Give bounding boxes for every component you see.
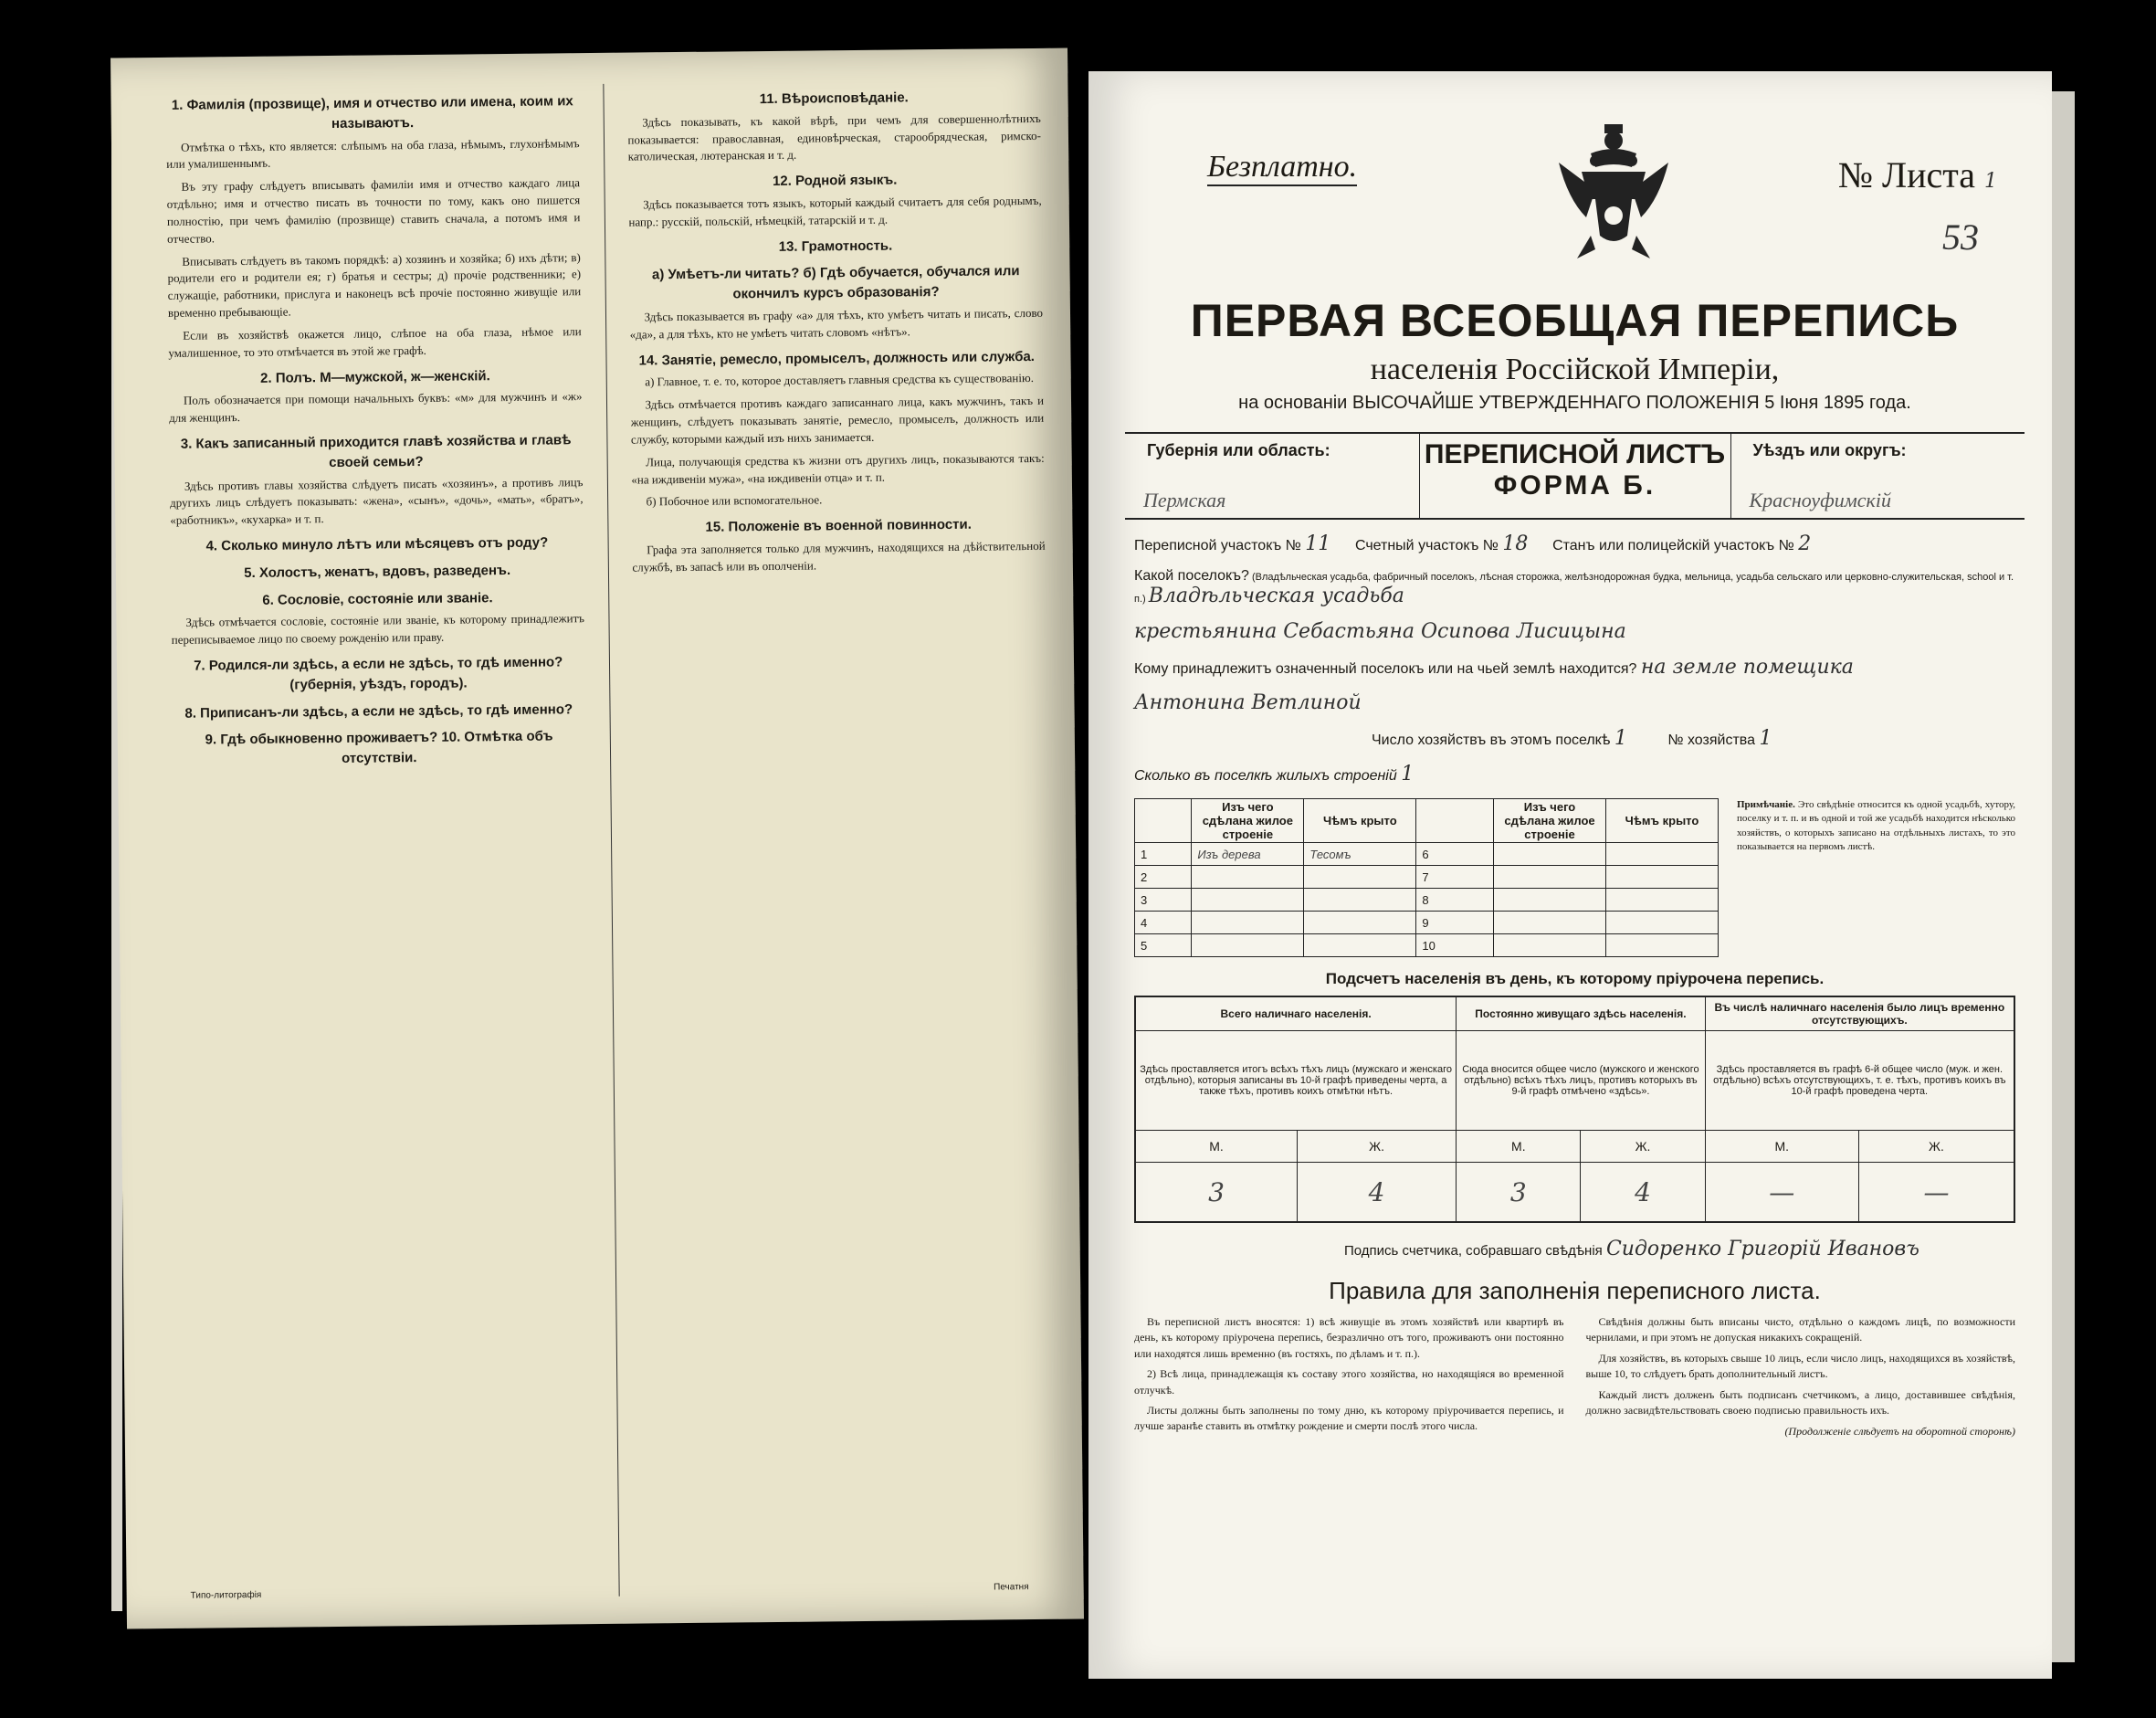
dwelling-cell (1304, 889, 1416, 912)
dwelling-row-number: 3 (1135, 889, 1192, 912)
section-heading: 13. Грамотность. (778, 237, 893, 255)
section-heading: 14. Занятіе, ремесло, промыселъ, должность или служба. (638, 348, 1036, 369)
rules-paragraph: Въ переписной листъ вносятся: 1) всѣ живущіе въ этомъ хозяйствѣ или квартирѣ въ день, къ которому пріурочена перепись, безразлично отъ того, проживаютъ они постоянно или находятся лишь временно (въ гостяхъ, по дѣламъ и т. п.). (1134, 1315, 1564, 1360)
count-value: 3 (1135, 1163, 1297, 1223)
schetny-label: Счетный участокъ № (1354, 538, 1499, 553)
section-paragraph: Здѣсь отмѣчается сословіе, состояніе или званіе, къ которому принадлежитъ переписываемое лицо по своему рожденію или праву. (171, 611, 585, 648)
rules-title: Правила для заполненія переписного листа. (1329, 1277, 1821, 1304)
count-desc-total: Здѣсь проставляется итогъ всѣхъ тѣхъ лицъ (мужскаго и женскаго отдѣльно), которыя записаны въ 10-й графѣ приведены черта, а также тѣхъ, противъ коихъ отмѣтки нѣтъ. (1135, 1031, 1457, 1131)
signature-label: Подпись счетчика, собравшаго свѣдѣнія (1344, 1243, 1603, 1259)
dwelling-row-number: 7 (1416, 866, 1494, 889)
dwelling-row-number: 1 (1135, 843, 1192, 866)
stroeniy-value: 1 (1401, 763, 1415, 785)
count-value: 4 (1297, 1163, 1456, 1223)
handwritten-page-number: 53 (1942, 216, 1979, 258)
dwelling-cell (1606, 866, 1719, 889)
dwelling-cell (1606, 843, 1719, 866)
uezd-value: Красноуфимскій (1749, 489, 1891, 511)
sheet-number-label: № Листа (1837, 154, 1975, 195)
hozyaistv-line (1134, 727, 2015, 750)
section-heading: 9. Гдѣ обыкновенно проживаетъ? 10. Отмѣтка объ отсутствіи. (205, 728, 553, 766)
dwelling-row-number: 8 (1416, 889, 1494, 912)
rules-paragraph: Для хозяйствъ, въ которыхъ свыше 10 лицъ, если число лицъ, находящихся въ хозяйствѣ, выше 10, то слѣдуетъ брать дополнительный листъ. (1585, 1351, 2015, 1381)
section-heading: 11. Вѣроисповѣданіе. (759, 90, 909, 108)
sheet-number (1838, 153, 1997, 196)
free-label: Безплатно. (1207, 150, 1357, 186)
stroeniy-label: Сколько въ поселкѣ жилыхъ строеній (1134, 768, 1397, 784)
sheet-number-value: 1 (1984, 170, 1997, 193)
section-heading: 15. Положеніе въ военной повинности. (705, 517, 972, 536)
hoz-no-value: 1 (1759, 727, 1772, 750)
dwelling-row-number: 2 (1135, 866, 1192, 889)
dwelling-cell (1494, 843, 1606, 866)
poselok-hint: (Владѣльческая усадьба, фабричный поселокъ, лѣсная сторожка, желѣзнодорожная будка, мельница, усадьба сельскаго или церковно-служительская, school и т. п.) (1134, 572, 2014, 605)
rules-text (1134, 1314, 2015, 1440)
section-paragraph: Здѣсь показывается тотъ языкъ, который каждый считаетъ для себя роднымъ, напр.: русскій, польскій, нѣмецкій, татарскій и т. д. (628, 193, 1042, 229)
section-heading: 7. Родился-ли здѣсь, а если не здѣсь, то гдѣ именно? (губернія, уѣздъ, городъ). (194, 654, 563, 693)
count-m-2: М. (1457, 1131, 1581, 1163)
form-title: ПЕРЕПИСНОЙ ЛИСТЪ (1424, 439, 1726, 469)
dwelling-row (1135, 866, 1719, 889)
dwelling-cell (1304, 912, 1416, 934)
dwelling-row (1135, 889, 1719, 912)
poselok-label: Какой поселокъ? (1134, 568, 1249, 584)
count-desc-absent: Здѣсь проставляется въ графѣ 6-й общее число (муж. и жен. отдѣльно) всѣхъ отсутствующихъ, т. е. тѣхъ, противъ коихъ въ 10-й графѣ проведена черта. (1705, 1031, 2014, 1131)
section-heading: 12. Родной языкъ. (772, 172, 898, 190)
gubernia-label: Губернія или область: (1147, 441, 1330, 459)
section-heading: 6. Сословіе, состояніе или званіе. (262, 589, 493, 608)
uchastok-label: Переписной участокъ № (1134, 538, 1301, 553)
count-value: — (1858, 1163, 2014, 1223)
section-paragraph: Здѣсь отмѣчается противъ каждаго записаннаго лица, какъ мужчинъ, такъ и женщинъ, слѣдуетъ показывать занятіе, ремесло, промыселъ, должность или службу, которыми каждый изъ нихъ занимается. (630, 394, 1045, 447)
dwelling-row-number: 10 (1416, 934, 1494, 957)
schetny-value: 18 (1502, 532, 1529, 555)
count-table (1134, 996, 2015, 1223)
dwelling-row-number: 5 (1135, 934, 1192, 957)
dwelling-table (1134, 798, 1719, 957)
dwelling-cell (1494, 889, 1606, 912)
dwelling-cell (1606, 934, 1719, 957)
left-column-1 (165, 84, 594, 1601)
uchastok-line (1134, 532, 2015, 555)
dwelling-header-material-2: Изъ чего сдѣлана жилое строеніе (1494, 799, 1606, 843)
form-title-box (1420, 434, 1730, 518)
section-heading: 4. Сколько минуло лѣтъ или мѣсяцевъ отъ роду? (205, 534, 549, 554)
dwelling-cell (1304, 934, 1416, 957)
legal-basis: на основаніи ВЫСОЧАЙШЕ УТВЕРЖДЕННАГО ПОЛОЖЕНІЯ 5 Іюня 1895 года. (1238, 393, 1911, 413)
count-head-absent: Въ числѣ наличнаго населенія было лицъ временно отсутствующихъ. (1705, 996, 2014, 1031)
printer-imprint-2: Печатня (994, 1582, 1029, 1593)
section-paragraph: Полъ обозначается при помощи начальныхъ буквъ: «м» для мужчинъ и «ж» для женщинъ. (169, 389, 583, 426)
komu-line (1134, 656, 2015, 679)
page-stack-right (2051, 91, 2075, 1662)
imperial-eagle-icon (1554, 117, 1673, 272)
section-heading: 2. Полъ. М—мужской, ж—женскій. (260, 367, 490, 386)
dwelling-row-number: 4 (1135, 912, 1192, 934)
stan-label: Станъ или полицейскій участокъ № (1552, 538, 1794, 553)
uezd-label: Уѣздъ или округъ: (1752, 441, 1907, 459)
dwelling-note (1737, 798, 2015, 957)
dwelling-cell (1494, 934, 1606, 957)
dwelling-row (1135, 912, 1719, 934)
form-name: ФОРМА Б. (1493, 470, 1656, 501)
hozyaistv-value: 1 (1614, 727, 1627, 750)
dwelling-cell: Изъ дерева (1192, 843, 1304, 866)
count-m-3: М. (1705, 1131, 1858, 1163)
dwelling-header-roof: Чѣмъ крыто (1304, 799, 1416, 843)
count-head-permanent: Постоянно живущаго здѣсь населенія. (1457, 996, 1705, 1031)
count-value: — (1705, 1163, 1858, 1223)
rules-paragraph: Свѣдѣнія должны быть вписаны чисто, отдѣльно о каждомъ лицѣ, по возможности чернилами, и при этомъ не допуская никакихъ сокращеній. (1585, 1315, 2015, 1344)
dwelling-cell (1192, 889, 1304, 912)
dwelling-cell (1494, 912, 1606, 934)
dwelling-header-material: Изъ чего сдѣлана жилое строеніе (1192, 799, 1304, 843)
hozyaistv-label: Число хозяйствъ въ этомъ поселкѣ (1372, 733, 1611, 748)
komu-label: Кому принадлежитъ означенный поселокъ или на чьей землѣ находится? (1134, 661, 1637, 677)
rules-right-column (1586, 1314, 2016, 1440)
section-heading: 3. Какъ записанный приходится главѣ хозяйства и главѣ своей семьи? (180, 432, 572, 470)
poselok-line-2 (1134, 620, 2015, 643)
section-paragraph: Здѣсь показывается въ графу «а» для тѣхъ, кто умѣетъ читать и писать, слово «да», а для тѣхъ, кто не умѣетъ читать словомъ «нѣтъ». (629, 305, 1044, 342)
stan-value: 2 (1798, 532, 1812, 555)
dwelling-row (1135, 934, 1719, 957)
form-header-box (1125, 432, 2025, 520)
dwelling-header-roof-2: Чѣмъ крыто (1606, 799, 1719, 843)
section-heading: а) Умѣетъ-ли читать? б) Гдѣ обучается, обучался или окончилъ курсъ образованія? (651, 263, 1020, 302)
dwelling-cell (1606, 889, 1719, 912)
section-paragraph: Вписывать слѣдуетъ въ такомъ порядкѣ: а) хозяинъ и хозяйка; б) ихъ дѣти; в) родители его и родители ея; г) братья и сестры; д) прочіе родственники; е) служащіе, работники, прислуга и наконецъ всѣ прочіе постоянно живущіе или временно пребывающіе. (167, 249, 582, 320)
section-heading: 1. Фамилія (прозвище), имя и отчество или имена, коим их называютъ. (171, 93, 573, 132)
section-paragraph: Въ эту графу слѣдуетъ вписывать фамиліи имя и отчество каждаго лица отдѣльно; имя и отчество писать въ точности по тому, какъ оно пишется полностію, при чемъ фамилію (прозвище) ставить сначала, а потомъ имя и отчество. (166, 175, 581, 246)
left-page (110, 48, 1084, 1629)
section-paragraph: б) Побочное или вспомогательное. (646, 492, 823, 509)
count-title: Подсчетъ населенія въ день, къ которому пріурочена перепись. (1325, 970, 1825, 987)
count-zh-2: Ж. (1581, 1131, 1705, 1163)
rules-left-column (1134, 1314, 1564, 1440)
stroeniy-line (1134, 763, 2015, 785)
document-title: ПЕРВАЯ ВСЕОБЩАЯ ПЕРЕПИСЬ (1190, 295, 1960, 346)
section-paragraph: Здѣсь противъ главы хозяйства слѣдуетъ писать «хозяинъ», а противъ лицъ другихъ лицъ слѣдуетъ показывать: «жена», «сынъ», «дочь», «мать», «братъ», «работникъ», «кухарка» и т. п. (170, 474, 584, 528)
dwelling-table-area (1134, 798, 2015, 957)
poselok-line (1134, 568, 2015, 607)
hoz-no-label: № хозяйства (1667, 733, 1756, 748)
section-paragraph: Если въ хозяйствѣ окажется лицо, слѣпое на оба глаза, нѣмое или умалишенное, то это отмѣчается въ этой же графѣ. (168, 324, 582, 360)
section-paragraph: Отмѣтка о тѣхъ, кто является: слѣпымъ на оба глаза, нѣмымъ, глухонѣмымъ или умалишеннымъ. (166, 135, 580, 172)
count-m-1: М. (1135, 1131, 1297, 1163)
dwelling-row-number: 9 (1416, 912, 1494, 934)
printer-imprint: Типо-литографія (190, 1589, 262, 1601)
dwelling-note-text: Это свѣдѣніе относится къ одной усадьбѣ, хутору, поселку и т. п. и въ одной и той же усадьбѣ находится нѣсколько хозяйствъ, о которыхъ записано на отдѣльныхъ листахъ, то это показывается на первомъ листѣ. (1737, 799, 2015, 853)
signature-value: Сидоренко Григорій Ивановъ (1605, 1238, 1919, 1260)
count-head-total: Всего наличнаго населенія. (1135, 996, 1457, 1031)
dwelling-cell (1192, 934, 1304, 957)
count-zh-3: Ж. (1858, 1131, 2014, 1163)
left-column-2 (627, 79, 1057, 1597)
dwelling-cell (1606, 912, 1719, 934)
komu-value: на земле помещика (1640, 656, 1854, 679)
count-value: 4 (1581, 1163, 1705, 1223)
gubernia-box (1125, 434, 1420, 518)
dwelling-row-number: 6 (1416, 843, 1494, 866)
dwelling-cell: Тесомъ (1304, 843, 1416, 866)
gubernia-value: Пермская (1143, 489, 1226, 511)
komu-value-2: Антонина Ветлиной (1134, 691, 1362, 714)
count-zh-1: Ж. (1297, 1131, 1456, 1163)
section-paragraph: а) Главное, т. е. то, которое доставляетъ главныя средства къ существованію. (645, 371, 1034, 389)
document-subtitle: населенія Россійской Имперіи, (1370, 353, 1780, 386)
dwelling-note-title: Примѣчаніе. (1737, 799, 1795, 810)
right-page (1089, 71, 2052, 1679)
count-value: 3 (1457, 1163, 1581, 1223)
poselok-value-2: крестьянина Себастьяна Осипова Лисицына (1134, 620, 1626, 643)
dwelling-cell (1192, 912, 1304, 934)
komu-line-2 (1134, 691, 2015, 714)
uezd-box (1730, 434, 2025, 518)
rules-continued: (Продолженіе слѣдуетъ на оборотной сторонѣ) (1784, 1425, 2015, 1439)
column-divider (603, 84, 619, 1597)
poselok-value: Владѣльческая усадьба (1148, 585, 1404, 607)
dwelling-cell (1192, 866, 1304, 889)
dwelling-cell (1304, 866, 1416, 889)
dwelling-row (1135, 843, 1719, 866)
section-heading: 5. Холостъ, женатъ, вдовъ, разведенъ. (244, 562, 511, 581)
dwelling-cell (1494, 866, 1606, 889)
section-heading: 8. Приписанъ-ли здѣсь, а если не здѣсь, то гдѣ именно? (184, 701, 573, 722)
signature-line (1134, 1238, 2015, 1260)
rules-paragraph: Каждый листъ долженъ быть подписанъ счетчикомъ, а лицо, доставившее свѣдѣнія, должно засвидѣтельствовать своею подписью правильность ихъ. (1585, 1387, 2015, 1417)
count-desc-permanent: Сюда вносится общее число (мужского и женского отдѣльно) всѣхъ тѣхъ лицъ, противъ которыхъ въ 9-й графѣ отмѣчено «здѣсь». (1457, 1031, 1705, 1131)
rules-paragraph: 2) Всѣ лица, принадлежащія къ составу этого хозяйства, но находящіяся во временной отлучкѣ. (1134, 1367, 1564, 1397)
rules-paragraph: Листы должны быть заполнены по тому дню, къ которому пріурочивается перепись, и лучше заранѣе ставить въ отмѣтку рождение и смерти послѣ этого числа. (1134, 1403, 1564, 1433)
section-paragraph: Лица, получающія средства къ жизни отъ другихъ лицъ, показываются такъ: «на иждивеніи мужа», «на иждивеніи отца» и т. п. (631, 450, 1045, 487)
uchastok-value: 11 (1305, 532, 1331, 555)
section-paragraph: Графа эта заполняется только для мужчинъ, находящихся на дѣйствительной службѣ, въ запасѣ или въ ополченіи. (632, 538, 1046, 574)
section-paragraph: Здѣсь показывать, къ какой вѣрѣ, при чемъ для совершеннолѣтнихъ показывается: православная, единовѣрческая, старообрядческая, римско-католическая, лютеранская и т. д. (627, 111, 1042, 164)
